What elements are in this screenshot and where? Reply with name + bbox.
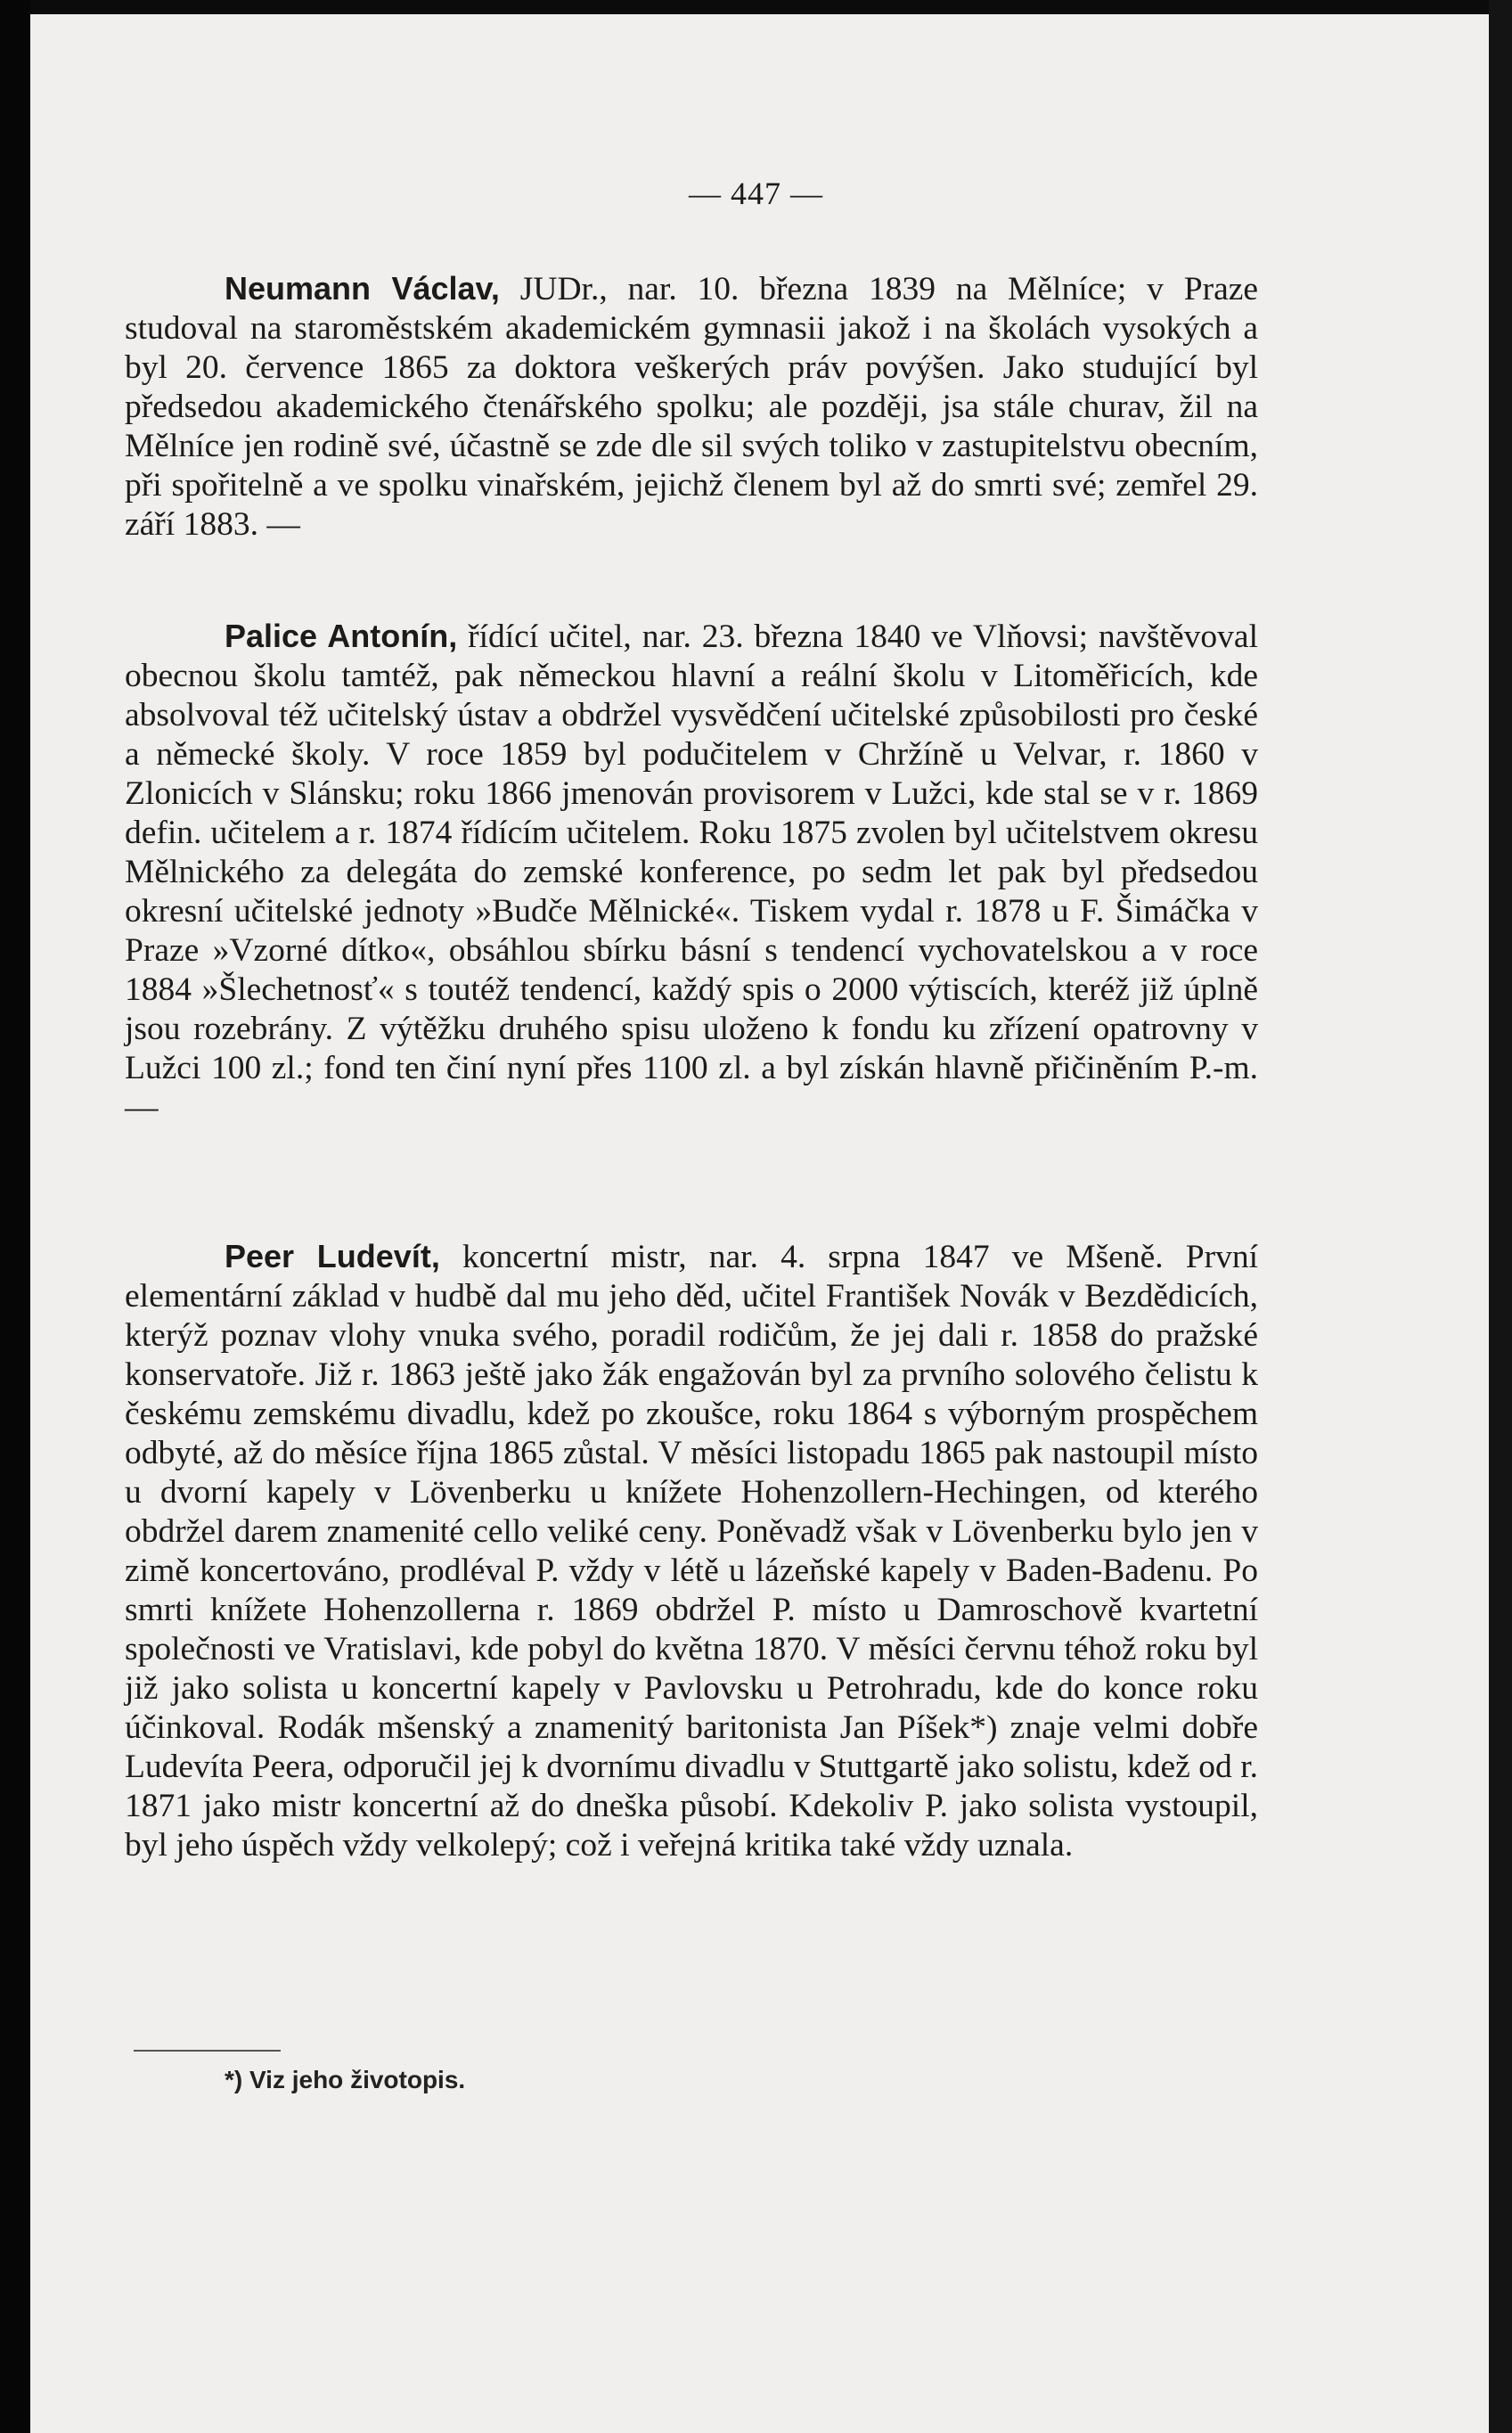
entry-text: JUDr., nar. 10. března 1839 na Mělníce; v Praze studoval na staroměstském akademickém gymnasii jakož i na školách vysokých a byl 20. července 1865 za doktora veškerých práv povýšen. Jako studující byl předsedou akademického čtenářského spolku; ale později, jsa stále churav, žil na Mělníce jen rodině své, účastně se zde dle sil svých toliko v zastupitelstvu obecním, při spořitelně a ve spolku vinařském, jejichž členem byl až do smrti své; zemřel 29. září 1883. — [125,271,1259,543]
entry-text: řídící učitel, nar. 23. března 1840 ve Vlňovsi; navštěvoval obecnou školu tamtéž, pak německou hlavní a reální školu v Litoměřicích, kde absolvoval též učitelský ústav a obdržel vysvědčení učitelské způsobilosti pro české a německé školy. V roce 1859 byl podučitelem v Chržíně u Velvar, r. 1860 v Zlonicích v Slánsku; roku 1866 jmenován provisorem v Lužci, kde stal se v r. 1869 defin. učitelem a r. 1874 řídícím učitelem. Roku 1875 zvolen byl učitelstvem okresu Mělnického za delegáta do zemské konference, po sedm let pak byl předsedou okresní učitelské jednoty »Budče Mělnické«. Tiskem vydal r. 1878 u F. Šimáčka v Praze »Vzorné dítko«, obsáhlou sbírku básní s tendencí vychovatelskou a v roce 1884 »Šlechetnosť« s toutéž tendencí, každý spis o 2000 výtiscích, kteréž již úplně jsou rozebrány. Z výtěžku druhého spisu uloženo k fondu ku zřízení opatrovny v Lužci 100 zl.; fond ten činí nyní přes 1100 zl. a byl získán hlavně přičiněním P.-m. — [125,618,1258,1126]
entry-name: Palice Antonín, [225,618,458,654]
entry-peer [125,1237,1258,1865]
entry-palice [125,617,1258,1127]
scan-border-right [1489,0,1512,2433]
entry-neumann [125,269,1258,545]
footnote-rule [134,2050,281,2052]
page-number: — 447 — [689,176,823,211]
entry-name: Neumann Václav, [225,270,500,307]
footnote: *) Viz jeho životopis. [225,2066,466,2093]
entry-name: Peer Ludevít, [225,1238,440,1274]
scan-border-left [0,0,30,2433]
entry-text: koncertní mistr, nar. 4. srpna 1847 ve Mšeně. První elementární základ v hudbě dal mu jeho děd, učitel František Novák v Bezdědicích, kterýž poznav vlohy vnuka svého, poradil rodičům, že jej dali r. 1858 do pražské konservatoře. Již r. 1863 ještě jako žák engažován byl za prvního solového čelistu k českému zemskému divadlu, kdež po zkoušce, roku 1864 s výborným prospěchem odbyté, až do měsíce října 1865 zůstal. V měsíci listopadu 1865 pak nastoupil místo u dvorní kapely v Lövenberku u knížete Hohenzollern-Hechingen, od kterého obdržel darem znamenité cello veliké ceny. Poněvadž však v Lövenberku bylo jen v zimě koncertováno, prodléval P. vždy v létě u lázeňské kapely v Baden-Badenu. Po smrti knížete Hohenzollerna r. 1869 obdržel P. místo u Damroschově kvartetní společnosti ve Vratislavi, kde pobyl do května 1870. V měsíci červnu téhož roku byl již jako solista u koncertní kapely v Pavlovsku u Petrohradu, kde do konce roku účinkoval. Rodák mšenský a znamenitý baritonista Jan Píšek*) znaje velmi dobře Ludevíta Peera, odporučil jej k dvornímu divadlu v Stuttgartě jako solistu, kdež od r. 1871 jako mistr koncertní až do dneška působí. Kdekoliv P. jako solista vystoupil, byl jeho úspěch vždy velkolepý; což i veřejná kritika také vždy uznala. [125,1239,1259,1864]
scan-border-top [0,0,1512,14]
